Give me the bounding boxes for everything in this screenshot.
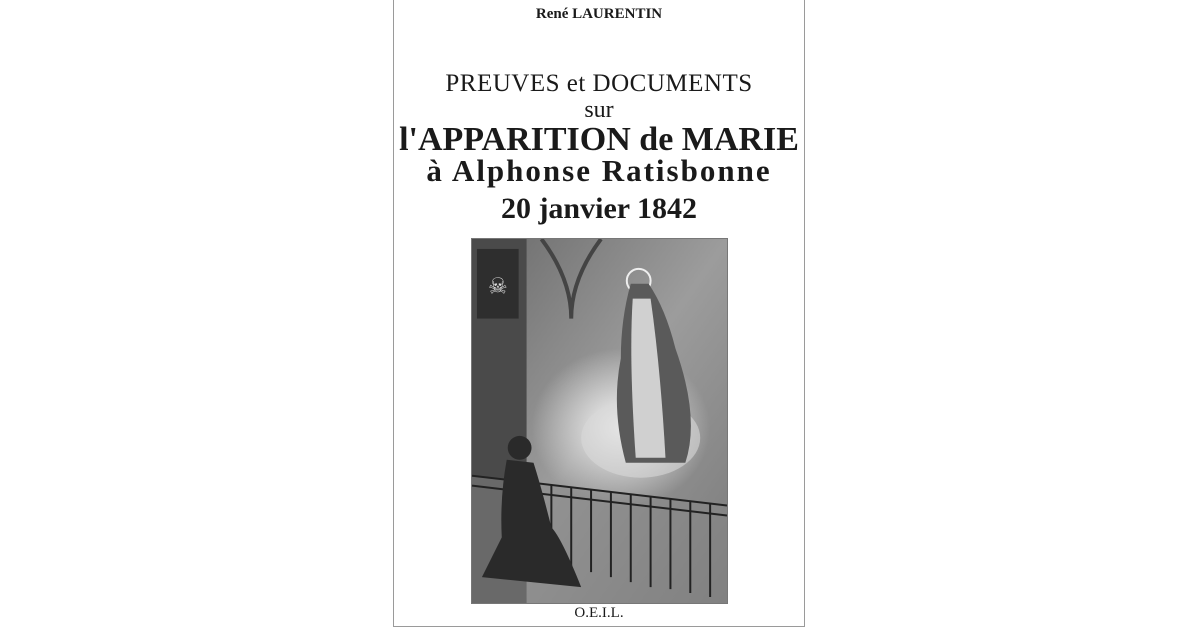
skull-icon: ☠ xyxy=(488,274,508,299)
title-line-3: l'APPARITION de MARIE xyxy=(399,121,799,158)
book-cover xyxy=(393,0,805,627)
kneeling-man-head xyxy=(508,436,532,460)
title-date: 20 janvier 1842 xyxy=(500,192,698,225)
title-line-4: à Alphonse Ratisbonne xyxy=(426,153,772,188)
title-line-1: PREUVES et DOCUMENTS xyxy=(445,70,753,97)
title-line-2: sur xyxy=(584,97,614,123)
author-name: René LAURENTIN xyxy=(535,6,663,22)
publisher-name: O.E.I.L. xyxy=(574,605,624,621)
cover-engraving xyxy=(471,238,728,604)
